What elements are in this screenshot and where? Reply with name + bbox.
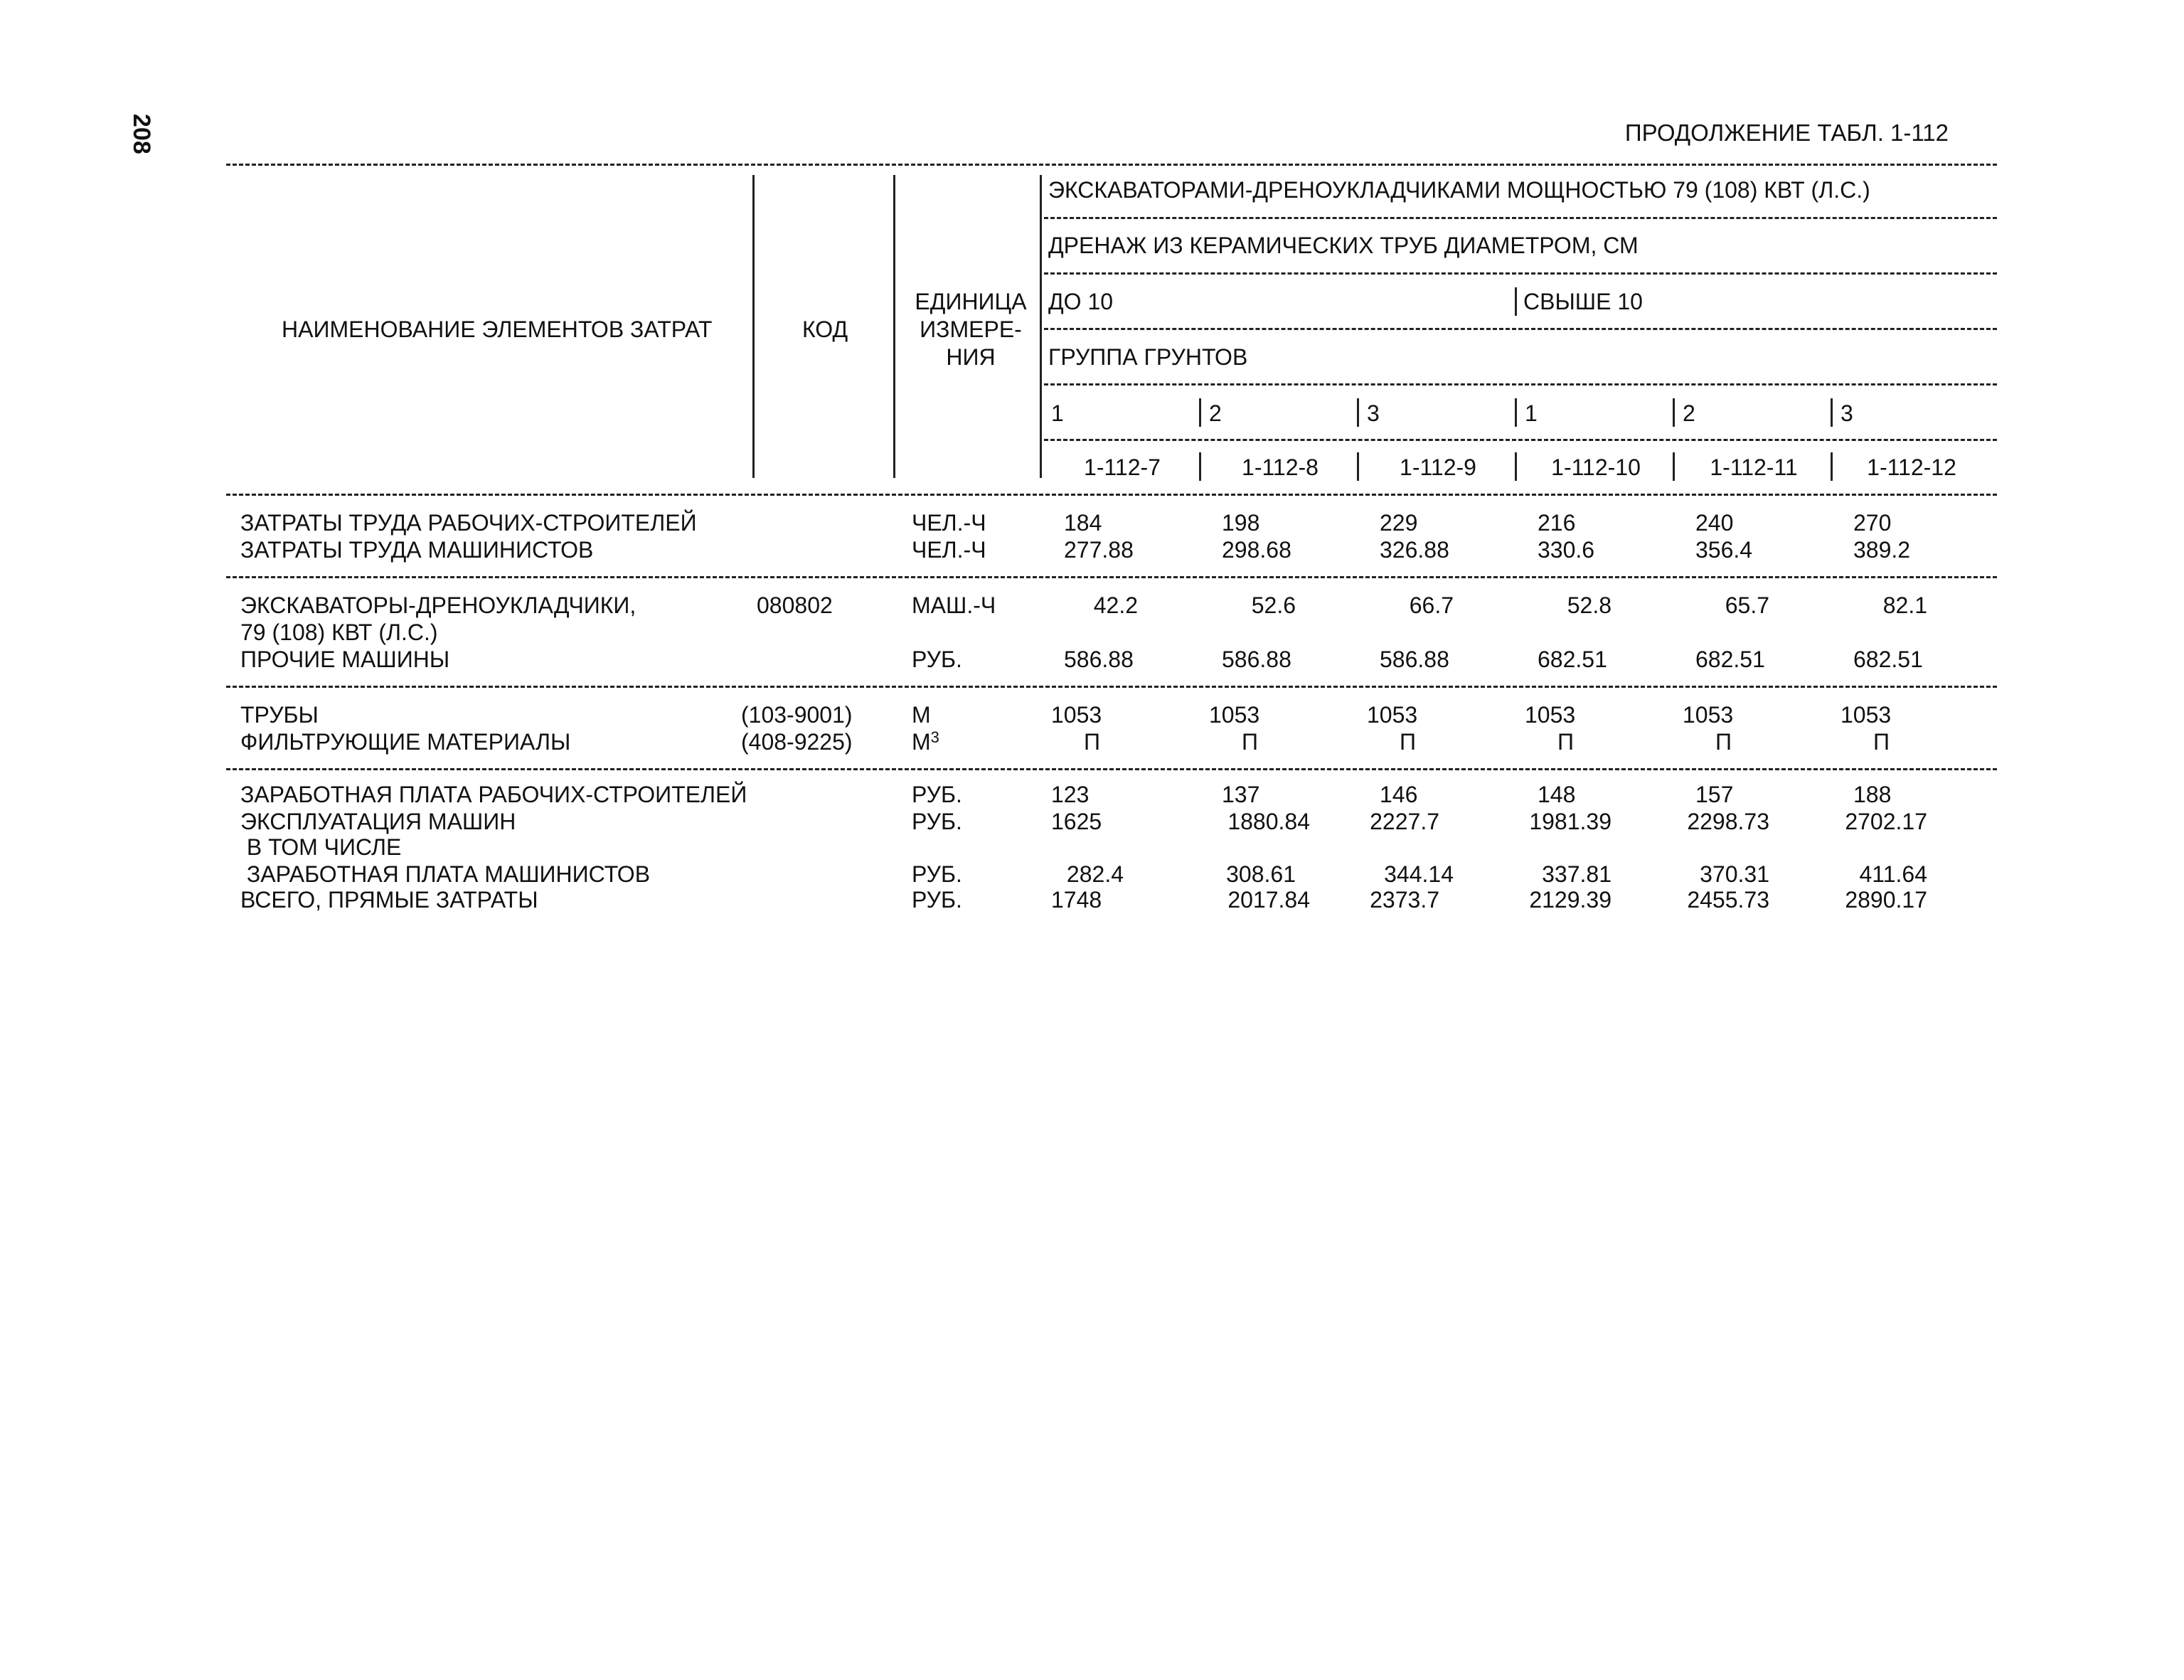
code-5: 1-112-11 bbox=[1710, 454, 1798, 480]
cost-unit-0: РУБ. bbox=[912, 782, 962, 807]
material-name-1: ФИЛЬТРУЮЩИЕ МАТЕРИАЛЫ bbox=[240, 729, 571, 755]
cost-0-v3: 148 bbox=[1538, 782, 1576, 807]
rule-top bbox=[226, 164, 1997, 166]
cost-3-v4: 370.31 bbox=[1700, 861, 1769, 887]
rule-after-labor bbox=[226, 576, 1997, 578]
cost-0-v0: 123 bbox=[1051, 782, 1090, 807]
machine-name-1: ЭКСКАВАТОРЫ-ДРЕНОУКЛАДЧИКИ, bbox=[240, 592, 636, 618]
code-bar-6 bbox=[1831, 452, 1833, 481]
group-bar-3 bbox=[1357, 398, 1359, 427]
cost-0-v4: 157 bbox=[1695, 782, 1734, 807]
material-1-v0: П bbox=[1084, 729, 1100, 755]
cost-1-v4: 2298.73 bbox=[1687, 809, 1769, 834]
cost-name-3: ЗАРАБОТНАЯ ПЛАТА МАШИНИСТОВ bbox=[240, 861, 651, 887]
cost-3-v2: 344.14 bbox=[1384, 861, 1454, 887]
cost-1-v1: 1880.84 bbox=[1227, 809, 1310, 834]
labor-0-v1: 198 bbox=[1222, 510, 1260, 536]
cost-unit-4: РУБ. bbox=[912, 887, 962, 913]
header-unit-1: ЕДИНИЦА bbox=[915, 289, 1027, 314]
header-title: ЭКСКАВАТОРАМИ-ДРЕНОУКЛАДЧИКАМИ МОЩНОСТЬЮ 79 (108) КВТ (Л.С.) bbox=[1048, 177, 1870, 203]
labor-1-v0: 277.88 bbox=[1064, 537, 1134, 563]
labor-1-v3: 330.6 bbox=[1538, 537, 1595, 563]
group-bar-6 bbox=[1831, 398, 1833, 427]
material-1-v4: П bbox=[1715, 729, 1732, 755]
material-0-v2: 1053 bbox=[1367, 702, 1418, 728]
material-unit-1 bbox=[912, 728, 939, 755]
cost-4-v3: 2129.39 bbox=[1529, 887, 1612, 913]
code-bar-3 bbox=[1357, 452, 1359, 481]
cost-4-v0: 1748 bbox=[1051, 887, 1102, 913]
other-machines-unit: РУБ. bbox=[912, 647, 962, 672]
header-bar-2 bbox=[893, 175, 895, 478]
rule-h1 bbox=[1044, 217, 1997, 219]
header-diam-right: СВЫШЕ 10 bbox=[1523, 289, 1643, 314]
other-machines-name: ПРОЧИЕ МАШИНЫ bbox=[240, 647, 450, 672]
labor-unit-0: ЧЕЛ.-Ч bbox=[912, 510, 986, 536]
cost-unit-1: РУБ. bbox=[912, 809, 962, 834]
labor-0-v3: 216 bbox=[1538, 510, 1576, 536]
other-machines-v5: 682.51 bbox=[1853, 647, 1923, 672]
rule-h2 bbox=[1044, 272, 1997, 275]
material-unit-1-base: М bbox=[912, 729, 931, 755]
header-bar-3 bbox=[1040, 175, 1042, 478]
rule-header-bottom bbox=[226, 494, 1997, 496]
material-1-v3: П bbox=[1557, 729, 1574, 755]
group-4: 1 bbox=[1525, 400, 1538, 426]
header-diam-left: ДО 10 bbox=[1048, 289, 1114, 314]
cost-4-v5: 2890.17 bbox=[1845, 887, 1927, 913]
material-code-0: (103-9001) bbox=[741, 702, 853, 728]
machine-code: 080802 bbox=[757, 592, 833, 618]
rule-after-materials bbox=[226, 768, 1997, 770]
material-0-v5: 1053 bbox=[1841, 702, 1892, 728]
code-1: 1-112-7 bbox=[1084, 454, 1161, 480]
code-bar-2 bbox=[1199, 452, 1201, 481]
machine-v2: 66.7 bbox=[1409, 592, 1454, 618]
group-6: 3 bbox=[1841, 400, 1853, 426]
labor-1-v2: 326.88 bbox=[1380, 537, 1449, 563]
page-number: 208 bbox=[128, 114, 155, 154]
material-unit-0: М bbox=[912, 702, 931, 728]
header-subtitle: ДРЕНАЖ ИЗ КЕРАМИЧЕСКИХ ТРУБ ДИАМЕТРОМ, СМ bbox=[1048, 233, 1639, 258]
rule-h4 bbox=[1044, 383, 1997, 386]
rule-after-machines bbox=[226, 686, 1997, 688]
header-name: НАИМЕНОВАНИЕ ЭЛЕМЕНТОВ ЗАТРАТ bbox=[282, 317, 713, 342]
header-bar-1 bbox=[752, 175, 755, 478]
group-bar-2 bbox=[1199, 398, 1201, 427]
material-0-v3: 1053 bbox=[1525, 702, 1576, 728]
code-bar-4 bbox=[1515, 452, 1517, 481]
material-unit-1-sup: 3 bbox=[930, 728, 939, 746]
rule-h3 bbox=[1044, 328, 1997, 330]
machine-v1: 52.6 bbox=[1251, 592, 1296, 618]
group-3: 3 bbox=[1367, 400, 1380, 426]
labor-0-v5: 270 bbox=[1853, 510, 1892, 536]
machine-v3: 52.8 bbox=[1567, 592, 1612, 618]
cost-1-v2: 2227.7 bbox=[1370, 809, 1439, 834]
labor-1-v5: 389.2 bbox=[1853, 537, 1911, 563]
rule-h5 bbox=[1044, 439, 1997, 441]
other-machines-v1: 586.88 bbox=[1222, 647, 1291, 672]
labor-unit-1: ЧЕЛ.-Ч bbox=[912, 537, 986, 563]
cost-0-v2: 146 bbox=[1380, 782, 1418, 807]
machine-v5: 82.1 bbox=[1882, 592, 1927, 618]
code-2: 1-112-8 bbox=[1242, 454, 1319, 480]
machine-name-2: 79 (108) КВТ (Л.С.) bbox=[240, 620, 438, 645]
cost-1-v3: 1981.39 bbox=[1529, 809, 1612, 834]
material-code-1: (408-9225) bbox=[741, 729, 853, 755]
labor-1-v1: 298.68 bbox=[1222, 537, 1291, 563]
material-0-v0: 1053 bbox=[1051, 702, 1102, 728]
labor-0-v2: 229 bbox=[1380, 510, 1418, 536]
cost-3-v0: 282.4 bbox=[1066, 861, 1124, 887]
cost-0-v1: 137 bbox=[1222, 782, 1260, 807]
cost-3-v3: 337.81 bbox=[1542, 861, 1612, 887]
cost-4-v4: 2455.73 bbox=[1687, 887, 1769, 913]
machine-unit: МАШ.-Ч bbox=[912, 592, 996, 618]
code-3: 1-112-9 bbox=[1400, 454, 1476, 480]
header-unit-2: ИЗМЕРЕ- bbox=[920, 317, 1022, 342]
labor-1-v4: 356.4 bbox=[1695, 537, 1753, 563]
cost-4-v2: 2373.7 bbox=[1370, 887, 1439, 913]
cost-3-v1: 308.61 bbox=[1226, 861, 1296, 887]
cost-name-0: ЗАРАБОТНАЯ ПЛАТА РАБОЧИХ-СТРОИТЕЛЕЙ bbox=[240, 782, 747, 807]
other-machines-v4: 682.51 bbox=[1695, 647, 1765, 672]
cost-1-v5: 2702.17 bbox=[1845, 809, 1927, 834]
labor-name-0: ЗАТРАТЫ ТРУДА РАБОЧИХ-СТРОИТЕЛЕЙ bbox=[240, 510, 697, 536]
machine-v0: 42.2 bbox=[1093, 592, 1138, 618]
code-4: 1-112-10 bbox=[1551, 454, 1641, 480]
group-2: 2 bbox=[1209, 400, 1222, 426]
machine-v4: 65.7 bbox=[1725, 592, 1769, 618]
cost-unit-3: РУБ. bbox=[912, 861, 962, 887]
material-1-v1: П bbox=[1242, 729, 1258, 755]
other-machines-v0: 586.88 bbox=[1064, 647, 1134, 672]
cost-4-v1: 2017.84 bbox=[1227, 887, 1310, 913]
cost-0-v5: 188 bbox=[1853, 782, 1892, 807]
material-1-v2: П bbox=[1400, 729, 1416, 755]
group-bar-4 bbox=[1515, 398, 1517, 427]
group-1: 1 bbox=[1051, 400, 1064, 426]
other-machines-v2: 586.88 bbox=[1380, 647, 1449, 672]
material-name-0: ТРУБЫ bbox=[240, 702, 319, 728]
table-caption: ПРОДОЛЖЕНИЕ ТАБЛ. 1-112 bbox=[1624, 119, 1949, 146]
header-unit-3: НИЯ bbox=[946, 344, 996, 370]
group-5: 2 bbox=[1683, 400, 1695, 426]
code-6: 1-112-12 bbox=[1867, 454, 1956, 480]
header-diam-bar bbox=[1515, 287, 1517, 316]
header-code: КОД bbox=[802, 317, 848, 342]
labor-0-v4: 240 bbox=[1695, 510, 1734, 536]
header-soil-group: ГРУППА ГРУНТОВ bbox=[1048, 344, 1248, 370]
labor-name-1: ЗАТРАТЫ ТРУДА МАШИНИСТОВ bbox=[240, 537, 594, 563]
other-machines-v3: 682.51 bbox=[1538, 647, 1607, 672]
labor-0-v0: 184 bbox=[1064, 510, 1102, 536]
cost-name-4: ВСЕГО, ПРЯМЫЕ ЗАТРАТЫ bbox=[240, 887, 538, 913]
cost-1-v0: 1625 bbox=[1051, 809, 1102, 834]
material-1-v5: П bbox=[1873, 729, 1890, 755]
code-bar-5 bbox=[1673, 452, 1675, 481]
group-bar-5 bbox=[1673, 398, 1675, 427]
material-0-v1: 1053 bbox=[1209, 702, 1260, 728]
material-0-v4: 1053 bbox=[1683, 702, 1734, 728]
cost-name-2: В ТОМ ЧИСЛЕ bbox=[240, 834, 402, 860]
cost-3-v5: 411.64 bbox=[1859, 861, 1927, 887]
cost-name-1: ЭКСПЛУАТАЦИЯ МАШИН bbox=[240, 809, 516, 834]
